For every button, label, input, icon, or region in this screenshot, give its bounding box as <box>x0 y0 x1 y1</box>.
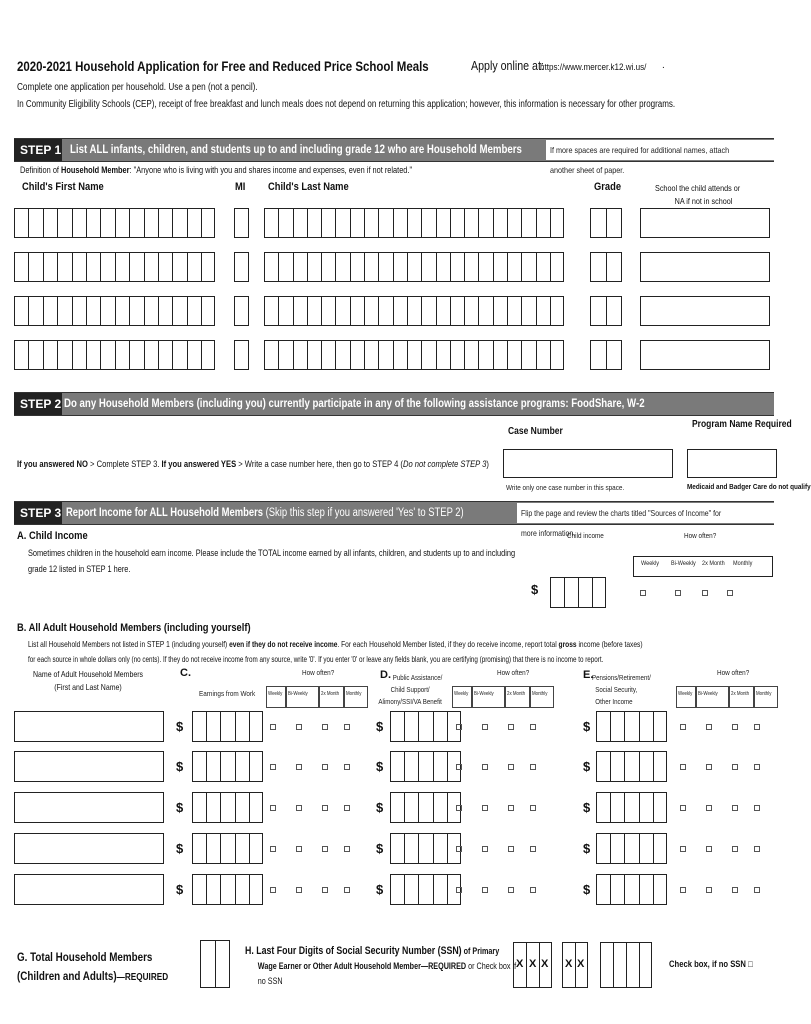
adult-pension-frequency-checkbox[interactable] <box>732 805 738 811</box>
adult-name-field[interactable] <box>14 874 164 905</box>
col-school: School the child attends or NA if not in school <box>655 183 741 206</box>
step1-title: List ALL infants, children, and students up to and including grade 12 who are Household Members <box>70 144 522 156</box>
adult-pension-dollar: $ <box>583 882 591 897</box>
adult-assistance-frequency-checkbox[interactable] <box>508 724 514 730</box>
adult-assistance-dollar: $ <box>376 759 384 774</box>
apply-online-link[interactable]: https://www.mercer.k12.wi.us/ <box>540 62 647 73</box>
adult-assistance-frequency-checkbox[interactable] <box>482 805 488 811</box>
child-last-name-field[interactable] <box>264 296 564 326</box>
adult-assistance-frequency-checkbox[interactable] <box>456 805 462 811</box>
child-freq-weekly-checkbox[interactable] <box>640 590 646 596</box>
adult-earnings-frequency-checkbox[interactable] <box>322 846 328 852</box>
ssn-x-2: X <box>529 958 537 970</box>
adult-assistance-dollar: $ <box>376 800 384 815</box>
ssn-x-1: X <box>516 958 524 970</box>
program-name-label: Program Name Required <box>692 419 792 430</box>
adult-assistance-field[interactable] <box>390 792 461 823</box>
adult-pension-frequency-checkbox[interactable] <box>754 724 760 730</box>
child-school-field[interactable] <box>640 340 770 370</box>
adult-earnings-frequency-checkbox[interactable] <box>270 846 276 852</box>
child-grade-field[interactable] <box>590 252 622 282</box>
adult-pension-frequency-checkbox[interactable] <box>732 764 738 770</box>
adult-assistance-frequency-checkbox[interactable] <box>508 887 514 893</box>
ssn-x-5: X <box>577 958 585 970</box>
income-e-freq-header <box>696 686 729 708</box>
child-last-name-field[interactable] <box>264 340 564 370</box>
col-mi: MI <box>235 181 246 193</box>
adult-pension-frequency-checkbox[interactable] <box>680 805 686 811</box>
ssn-label: H. Last Four Digits of Social Security Number (SSN) of Primary Wage Earner or Other Adult Household Member—REQUIRED or Check box if no SSN <box>245 945 517 986</box>
income-c-freq-header <box>319 686 344 708</box>
case-number-label: Case Number <box>508 426 563 437</box>
ssn-last-four-field[interactable] <box>600 942 652 988</box>
adult-earnings-frequency-checkbox[interactable] <box>296 805 302 811</box>
income-d-sub: Public Assistance/ Child Support/ Alimony/SSI/VA Benefit <box>378 673 443 706</box>
adult-pension-frequency-checkbox[interactable] <box>754 805 760 811</box>
adult-assistance-frequency-checkbox[interactable] <box>530 724 536 730</box>
adult-pension-frequency-checkbox[interactable] <box>680 846 686 852</box>
adult-assistance-frequency-checkbox[interactable] <box>456 764 462 770</box>
adult-name-field[interactable] <box>14 792 164 823</box>
household-member-definition: Definition of Household Member: "Anyone who is living with you and shares income and expenses, even if not related." <box>20 165 413 175</box>
adult-pension-frequency-checkbox[interactable] <box>706 805 712 811</box>
adult-assistance-dollar: $ <box>376 719 384 734</box>
adult-name-header: Name of Adult Household Members (First and Last Name) <box>33 669 144 692</box>
child-school-field[interactable] <box>640 252 770 282</box>
child-freq-biweekly-checkbox[interactable] <box>675 590 681 596</box>
instructions-line-1: Complete one application per household. Use a pen (not a pencil). <box>17 82 258 93</box>
child-mi-field[interactable] <box>234 252 249 282</box>
income-e-freq-label: Weekly <box>678 691 693 697</box>
no-ssn-checkbox[interactable]: □ <box>748 959 753 969</box>
adult-earnings-dollar: $ <box>176 759 184 774</box>
adult-assistance-field[interactable] <box>390 751 461 782</box>
step3-note: Flip the page and review the charts titled "Sources of Income" for more information. <box>517 503 777 523</box>
child-freq-2xmonth-checkbox[interactable] <box>702 590 708 596</box>
adult-earnings-frequency-checkbox[interactable] <box>270 805 276 811</box>
income-d-freq-header <box>505 686 530 708</box>
medicaid-note: Medicaid and Badger Care do not qualify <box>687 482 811 491</box>
adult-pension-field[interactable] <box>596 711 667 742</box>
step3-title: Report Income for ALL Household Members (Skip this step if you answered 'Yes' to STEP 2) <box>66 507 464 519</box>
adult-earnings-frequency-checkbox[interactable] <box>344 724 350 730</box>
adult-assistance-dollar: $ <box>376 882 384 897</box>
adult-income-text-1: List all Household Members not listed in STEP 1 (including yourself) even if they do not receive income. For each Household Member listed, if they do receive income, report total gross income (before taxes) <box>28 639 643 649</box>
adult-earnings-frequency-checkbox[interactable] <box>344 764 350 770</box>
child-income-text-1: Sometimes children in the household earn income. Please include the TOTAL income earned by all infants, children, and students up to and including <box>28 548 516 558</box>
adult-assistance-frequency-checkbox[interactable] <box>530 887 536 893</box>
child-grade-field[interactable] <box>590 296 622 326</box>
step1-note: If more spaces are required for additional names, attach another sheet of paper. <box>546 140 776 160</box>
adult-earnings-dollar: $ <box>176 841 184 856</box>
adult-assistance-field[interactable] <box>390 833 461 864</box>
adult-earnings-frequency-checkbox[interactable] <box>322 887 328 893</box>
apply-online-label: Apply online at: <box>471 58 544 73</box>
adult-earnings-field[interactable] <box>192 874 263 905</box>
adult-earnings-dollar: $ <box>176 800 184 815</box>
adult-assistance-frequency-checkbox[interactable] <box>508 764 514 770</box>
adult-pension-frequency-checkbox[interactable] <box>754 887 760 893</box>
child-mi-field[interactable] <box>234 296 249 326</box>
income-e-freq-label: Bi-Weekly <box>698 691 718 697</box>
child-grade-field[interactable] <box>590 208 622 238</box>
child-income-dollar: $ <box>531 582 539 597</box>
col-first-name: Child's First Name <box>22 181 104 193</box>
income-c-freq-label: Weekly <box>268 691 283 697</box>
adult-name-field[interactable] <box>14 751 164 782</box>
adult-name-field[interactable] <box>14 711 164 742</box>
adult-assistance-frequency-checkbox[interactable] <box>530 846 536 852</box>
adult-earnings-frequency-checkbox[interactable] <box>322 724 328 730</box>
adult-pension-frequency-checkbox[interactable] <box>754 764 760 770</box>
adult-earnings-frequency-checkbox[interactable] <box>296 846 302 852</box>
case-number-field[interactable] <box>503 449 673 478</box>
child-income-text-2: grade 12 listed in STEP 1 here. <box>28 564 131 574</box>
adult-earnings-field[interactable] <box>192 711 263 742</box>
ssn-x-3: X <box>541 958 549 970</box>
adult-pension-field[interactable] <box>596 833 667 864</box>
adult-earnings-field[interactable] <box>192 833 263 864</box>
adult-assistance-field[interactable] <box>390 711 461 742</box>
income-e-label: E. <box>583 669 594 681</box>
income-c-freq-label: 2x Month <box>321 691 340 697</box>
adult-assistance-frequency-checkbox[interactable] <box>456 846 462 852</box>
adult-income-title: B. All Adult Household Members (including yourself) <box>17 622 251 634</box>
adult-name-field[interactable] <box>14 833 164 864</box>
adult-pension-field[interactable] <box>596 874 667 905</box>
case-number-hint: Write only one case number in this space. <box>506 483 625 492</box>
apply-online-tail: . <box>662 60 665 71</box>
child-mi-field[interactable] <box>234 208 249 238</box>
child-school-field[interactable] <box>640 208 770 238</box>
adult-assistance-frequency-checkbox[interactable] <box>482 724 488 730</box>
adult-earnings-frequency-checkbox[interactable] <box>296 764 302 770</box>
adult-pension-field[interactable] <box>596 751 667 782</box>
child-income-title: A. Child Income <box>17 530 88 542</box>
income-d-freq-header <box>530 686 554 708</box>
child-freq-monthly: Monthly <box>733 560 753 567</box>
child-last-name-field[interactable] <box>264 252 564 282</box>
adult-earnings-frequency-checkbox[interactable] <box>296 724 302 730</box>
page-title: 2020-2021 Household Application for Free and Reduced Price School Meals <box>17 58 429 74</box>
adult-pension-dollar: $ <box>583 719 591 734</box>
income-c-freq-label: Bi-Weekly <box>288 691 308 697</box>
income-d-freq-label: Weekly <box>454 691 469 697</box>
adult-pension-frequency-checkbox[interactable] <box>706 887 712 893</box>
child-freq-biweekly: Bi-Weekly <box>671 560 696 567</box>
step2-title: Do any Household Members (including you) currently participate in any of the following assistance programs: FoodShare, W-2 Cash Benefits, or FDPIR? <box>64 398 645 432</box>
adult-pension-frequency-checkbox[interactable] <box>706 764 712 770</box>
instructions-line-2: In Community Eligibility Schools (CEP), receipt of free breakfast and lunch meals does not depend on returning this application; however, this information is necessary for other programs. <box>17 99 676 110</box>
step3-label: STEP 3 <box>14 502 62 524</box>
adult-pension-frequency-checkbox[interactable] <box>680 887 686 893</box>
adult-pension-dollar: $ <box>583 800 591 815</box>
adult-earnings-frequency-checkbox[interactable] <box>344 887 350 893</box>
adult-pension-frequency-checkbox[interactable] <box>732 887 738 893</box>
income-d-freq-label: 2x Month <box>507 691 526 697</box>
adult-assistance-field[interactable] <box>390 874 461 905</box>
income-c-freq-header <box>344 686 368 708</box>
income-d-how-often: How often? <box>497 668 530 677</box>
adult-assistance-frequency-checkbox[interactable] <box>530 805 536 811</box>
adult-earnings-frequency-checkbox[interactable] <box>270 764 276 770</box>
child-mi-field[interactable] <box>234 340 249 370</box>
income-e-how-often: How often? <box>717 668 750 677</box>
child-first-name-field[interactable] <box>14 340 216 370</box>
adult-earnings-frequency-checkbox[interactable] <box>270 724 276 730</box>
child-first-name-field[interactable] <box>14 296 216 326</box>
adult-earnings-field[interactable] <box>192 792 263 823</box>
adult-assistance-frequency-checkbox[interactable] <box>482 846 488 852</box>
adult-pension-dollar: $ <box>583 841 591 856</box>
adult-pension-frequency-checkbox[interactable] <box>680 764 686 770</box>
adult-assistance-frequency-checkbox[interactable] <box>456 887 462 893</box>
income-e-freq-label: 2x Month <box>731 691 750 697</box>
adult-assistance-dollar: $ <box>376 841 384 856</box>
child-last-name-field[interactable] <box>264 208 564 238</box>
income-e-freq-header <box>754 686 778 708</box>
income-c-freq-label: Monthly <box>346 691 362 697</box>
adult-pension-frequency-checkbox[interactable] <box>732 846 738 852</box>
adult-pension-frequency-checkbox[interactable] <box>706 846 712 852</box>
income-c-freq-header <box>286 686 319 708</box>
adult-earnings-frequency-checkbox[interactable] <box>344 805 350 811</box>
total-members-label: G. Total Household Members (Children and Adults)—REQUIRED <box>17 950 169 983</box>
col-last-name: Child's Last Name <box>268 181 349 193</box>
adult-pension-frequency-checkbox[interactable] <box>706 724 712 730</box>
adult-earnings-frequency-checkbox[interactable] <box>296 887 302 893</box>
program-name-field[interactable] <box>687 449 777 478</box>
ssn-x-4: X <box>565 958 573 970</box>
income-d-freq-header <box>472 686 505 708</box>
adult-income-text-2: for each source in whole dollars only (no cents). If they do not receive income from any source, write '0'. If you enter '0' or leave any fields blank, you are certifying (promising) that there is no income to report. <box>28 654 604 664</box>
adult-earnings-frequency-checkbox[interactable] <box>322 764 328 770</box>
adult-earnings-field[interactable] <box>192 751 263 782</box>
adult-earnings-frequency-checkbox[interactable] <box>270 887 276 893</box>
adult-assistance-frequency-checkbox[interactable] <box>482 764 488 770</box>
adult-pension-frequency-checkbox[interactable] <box>680 724 686 730</box>
income-d-freq-label: Monthly <box>532 691 548 697</box>
child-how-often-label: How often? <box>684 531 717 540</box>
step1-label: STEP 1 <box>14 139 62 161</box>
adult-pension-frequency-checkbox[interactable] <box>732 724 738 730</box>
income-e-sub: Pensions/Retirement/ Social Security, Other Income <box>592 673 651 706</box>
income-c-how-often: How often? <box>302 668 335 677</box>
income-d-freq-label: Bi-Weekly <box>474 691 494 697</box>
child-grade-field[interactable] <box>590 340 622 370</box>
child-freq-weekly: Weekly <box>641 560 660 567</box>
adult-pension-field[interactable] <box>596 792 667 823</box>
income-e-freq-header <box>729 686 754 708</box>
no-ssn-label: Check box, if no SSN □ <box>669 959 753 969</box>
income-e-freq-header <box>676 686 696 708</box>
adult-earnings-dollar: $ <box>176 719 184 734</box>
adult-pension-frequency-checkbox[interactable] <box>754 846 760 852</box>
child-income-label: Child income <box>567 531 604 540</box>
col-grade: Grade <box>594 181 622 193</box>
child-freq-monthly-checkbox[interactable] <box>727 590 733 596</box>
total-members-field[interactable] <box>200 940 230 988</box>
income-c-label: C. <box>180 667 191 679</box>
child-first-name-field[interactable] <box>14 208 216 238</box>
adult-assistance-frequency-checkbox[interactable] <box>508 846 514 852</box>
income-c-sub: Earnings from Work <box>199 689 256 698</box>
adult-assistance-frequency-checkbox[interactable] <box>482 887 488 893</box>
income-c-freq-header <box>266 686 286 708</box>
adult-pension-dollar: $ <box>583 759 591 774</box>
adult-earnings-frequency-checkbox[interactable] <box>344 846 350 852</box>
child-school-field[interactable] <box>640 296 770 326</box>
income-d-label: D. <box>380 669 391 681</box>
adult-earnings-dollar: $ <box>176 882 184 897</box>
child-freq-2xmonth: 2x Month <box>702 560 725 567</box>
income-d-freq-header <box>452 686 472 708</box>
step2-label: STEP 2 <box>14 393 62 415</box>
adult-assistance-frequency-checkbox[interactable] <box>530 764 536 770</box>
income-e-freq-label: Monthly <box>756 691 772 697</box>
child-income-field[interactable] <box>550 577 606 608</box>
adult-assistance-frequency-checkbox[interactable] <box>456 724 462 730</box>
child-first-name-field[interactable] <box>14 252 216 282</box>
adult-earnings-frequency-checkbox[interactable] <box>322 805 328 811</box>
adult-assistance-frequency-checkbox[interactable] <box>508 805 514 811</box>
step2-instructions: If you answered NO > Complete STEP 3. If you answered YES > Write a case number here, then go to STEP 4 (Do not complete STEP 3) <box>17 459 489 470</box>
